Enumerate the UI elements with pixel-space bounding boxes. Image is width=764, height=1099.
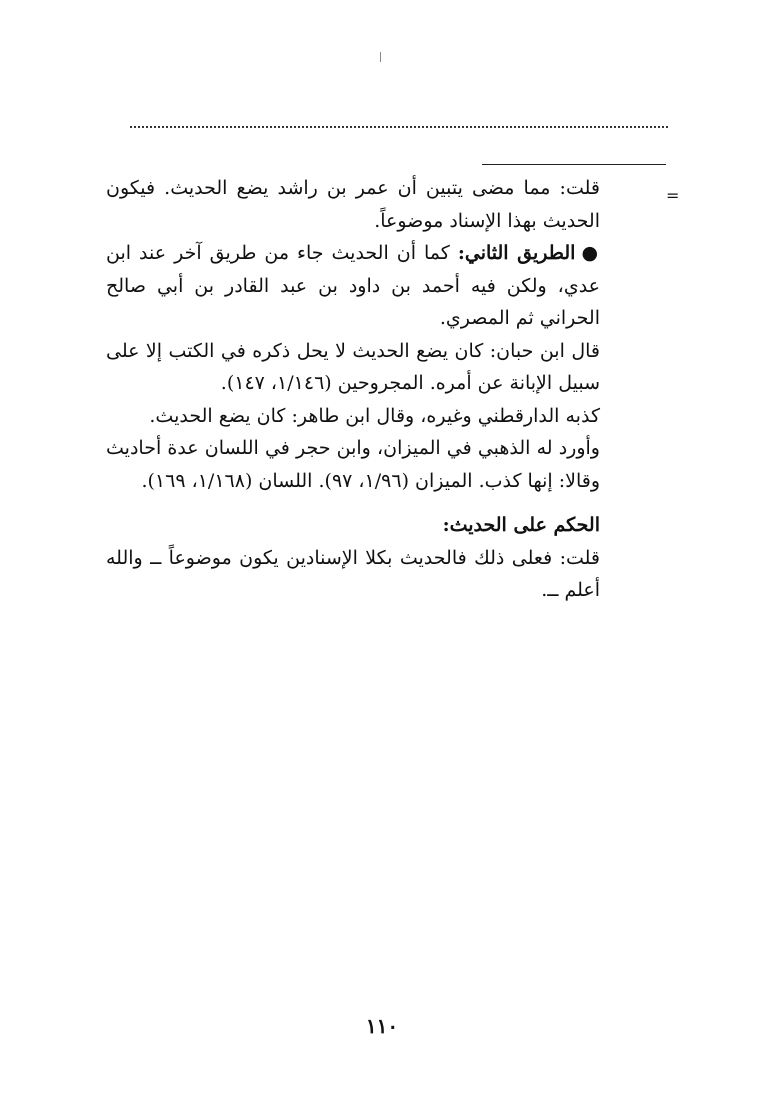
paragraph-6: قلت: فعلى ذلك فالحديث بكلا الإسنادين يكون موضوعاً ــ والله أعلم ــ. xyxy=(106,546,600,601)
paragraph-2-text: كما أن الحديث جاء من طريق آخر عند ابن عدي، ولكن فيه أحمد بن داود بن عبد القادر بن أبي صالح الحراني ثم المصري. xyxy=(106,242,600,329)
top-center-mark xyxy=(380,52,381,62)
route-label: الطريق الثاني: xyxy=(457,242,576,264)
footnote-rule xyxy=(482,164,666,165)
page-number: ١١٠ xyxy=(365,1014,399,1038)
margin-mark: = xyxy=(666,186,680,205)
dotted-separator xyxy=(130,126,668,128)
paragraph-5: وأورد له الذهبي في الميزان، وابن حجر في اللسان عدة أحاديث وقالا: إنها كذب. الميزان (١/٩٦، ٩٧). اللسان (١/١٦٨، ١٦٩). xyxy=(106,437,600,492)
paragraph-1: قلت: مما مضى يتبين أن عمر بن راشد يضع الحديث. فيكون الحديث بهذا الإسناد موضوعاً. xyxy=(106,177,600,232)
bullet-icon: ● xyxy=(581,242,600,264)
paragraph-4: كذبه الدارقطني وغيره، وقال ابن طاهر: كان يضع الحديث. xyxy=(149,404,600,427)
paragraph-3: قال ابن حبان: كان يضع الحديث لا يحل ذكره في الكتب إلا على سبيل الإبانة عن أمره. المجروحين (١/١٤٦، ١٤٧). xyxy=(106,339,600,394)
section-heading: الحكم على الحديث: xyxy=(442,514,600,536)
main-text xyxy=(106,172,600,607)
paragraph-2 xyxy=(106,237,600,335)
